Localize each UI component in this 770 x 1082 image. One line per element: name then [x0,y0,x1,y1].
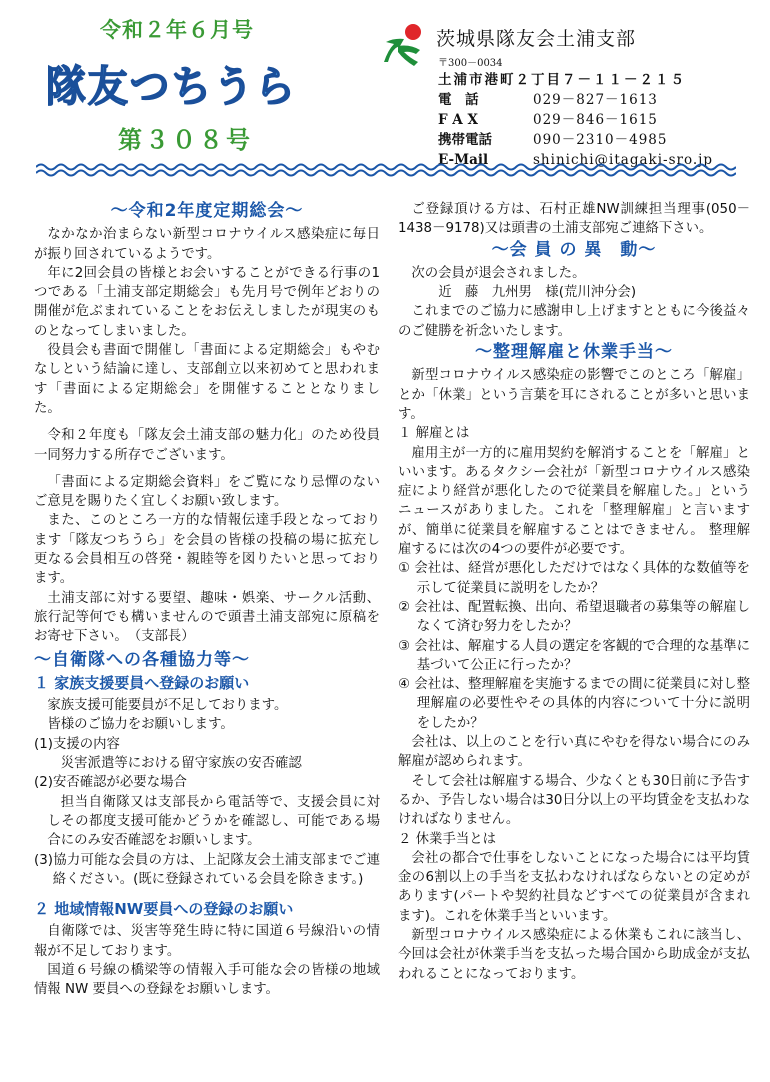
fax-row [438,110,713,130]
paragraph: 家族支援可能要員が不足しております。 [47,698,288,714]
heading-dismissal-leave: ～整理解雇と休業手当～ [475,342,673,363]
paragraph: 自衛隊では、災害等発生時に特に国道６号線沿いの情報が不足しております。 [34,924,380,959]
subheading: １ 解雇とは [398,426,470,442]
organization-name: 茨城県隊友会土浦支部 [436,28,637,50]
issue-date: 令和２年６月号 [100,18,254,42]
paragraph: 令和２年度も「隊友会土浦支部の魅力化」のため役員一同努力する所存でございます。 [34,428,380,463]
list-item-detail: 災害派遣等における留守家族の安否確認 [60,756,302,772]
fax-label: F A X [438,112,478,128]
list-item: (1)支援の内容 [34,736,120,752]
paragraph: 新型コロナウイルス感染症による休業もこれに該当し、今回は会社が休業手当を支払った場合国から助成金が支払われることになっております。 [398,927,750,982]
paragraph: ご登録頂ける方は、石村正雄NW訓練担当理事(050－1438－9178)又は頭書の土浦支部宛ご連絡下さい。 [398,202,750,237]
paragraph: これまでのご協力に感謝申し上げますとともに今後益々のご健勝を祈念いたします。 [398,304,750,339]
requirement-item: ① 会社は、経営が悪化しただけではなく具体的な数値等を示して従業員に説明をしたか？ [398,561,750,596]
left-column [34,200,380,1000]
fax-number: 029－846－1615 [533,112,658,128]
requirement-item: ③ 会社は、解雇する人員の選定を客観的で合理的な基準に基づいて公正に行ったか？ [398,638,750,673]
mobile-number: 090－2310－4985 [533,132,668,148]
subheading: ２ 休業手当とは [398,831,496,847]
tel-label: 電 話 [438,92,479,108]
paragraph: 雇用主が一方的に雇用契約を解消することを「解雇」といいます。あるタクシー会社が「新型コロナウイルス感染症により経営が悪化したので従業員を解雇した。」というニュースがありました。これを「整理解雇」と言いますが、簡単に従業員を解雇することはできません。 整理解雇するには次の4つの要件が必要です。 [398,445,750,558]
requirement-item: ② 会社は、配置転換、出向、希望退職者の募集等の解雇しなくて済む努力をしたか？ [398,599,750,635]
list-item: (3)協力可能な会員の方は、上記隊友会土浦支部までご連絡ください。(既に登録されている会員を除きます。) [34,852,380,887]
mobile-row [438,130,713,150]
paragraph: 会社の都合で仕事をしないことになった場合には平均賃金の6割以上の手当を支払わなければならないとの定めがあります(パートや契約社員などすべての従業員が含まれます)。これを休業手当といいます。 [398,850,750,924]
taiyukai-logo-icon [380,22,426,68]
paragraph: 年に2回会員の皆様とお会いすることができる行事の1つである「土浦支部定期総会」も先月号で例年どおりの開催が危ぶまれていることをお伝えしましたが現実のものとなってしまいました。 [34,265,380,339]
member-name: 近 藤 九州男 様(荒川沖分会) [438,285,637,301]
tel-number: 029－827－1613 [533,92,658,108]
issue-number: 第３０８号 [118,126,253,154]
contact-block [438,58,713,170]
tel-row [438,90,713,110]
paragraph: 「書面による定期総会資料」をご覧になり忌憚のないご意見を賜りたく宜しくお願い致します。 [34,474,380,510]
paragraph: 会社は、以上のことを行い真にやむを得ない場合にのみ解雇が認められます。 [398,735,750,770]
right-column [398,200,750,984]
heading-general-meeting: ～令和2年度定期総会～ [110,201,304,221]
heading-sdf-cooperation: ～自衛隊への各種協力等～ [34,649,250,670]
requirement-item: ④ 会社は、整理解雇を実施するまでの間に従業員に対し整理解雇の必要性やその具体的内容について十分に説明をしたか？ [398,677,750,731]
list-item-detail: 担当自衛隊又は支部長から電話等で、支援会員に対しその都度支援可能かどうかを確認し、可能である場合にのみ安否確認をお願いします。 [47,794,380,849]
paragraph: そして会社は解雇する場合、少なくとも30日前に予告するか、予告しない場合は30日分以上の平均賃金を支払わなければなりません。 [398,773,750,828]
paragraph: また、このところ一方的な情報伝達手段となっております「隊友つちうら」を会員の皆様の投稿の場に拡充し更なる会員相互の啓発・親睦等を図りたいと思っております。 [34,513,380,587]
heading-regional-nw: ２ 地域情報NW要員への登録のお願い [34,900,294,919]
mobile-label: 携帯電話 [438,132,492,148]
paragraph: 新型コロナウイルス感染症の影響でこのところ「解雇」とか「休業」という言葉を耳にされることが多いと思います。 [398,368,750,422]
paragraph: 皆様のご協力をお願いします。 [47,717,234,733]
paragraph: 土浦支部に対する要望、趣味・娯楽、サークル活動、旅行記等何でも構いませんので頭書土浦支部宛に原稿をお寄せ下さい。 （支部長） [34,590,380,645]
heading-member-changes: ～会 員 の 異 動～ [491,239,657,260]
paragraph: なかなか治まらない新型コロナウイルス感染症に毎日が振り回されているようです。 [34,227,380,262]
email-address[interactable]: shinichi@itagaki-sro.jp [533,152,713,168]
newsletter-title: 隊友つちうら [46,62,297,111]
address: 土浦市港町２丁目７－１１－２１５ [438,72,686,88]
paragraph: 役員会も書面で開催し「書面による定期総会」もやむなしという結論に達し、支部創立以来初めてと思われます「書面による定期総会」を開催することとなりました。 [34,343,380,416]
email-label: E-Mail [438,152,489,168]
paragraph: 次の会員が退会されました。 [411,265,586,281]
paragraph: 国道６号線の橋梁等の情報入手可能な会の皆様の地域情報 NW 要員への登録をお願いします。 [34,962,380,998]
wave-divider [36,162,736,178]
list-item: (2)安否確認が必要な場合 [34,775,187,791]
postal-code: 〒300－0034 [438,58,503,69]
heading-family-support: １ 家族支援要員へ登録のお願い [34,673,250,692]
